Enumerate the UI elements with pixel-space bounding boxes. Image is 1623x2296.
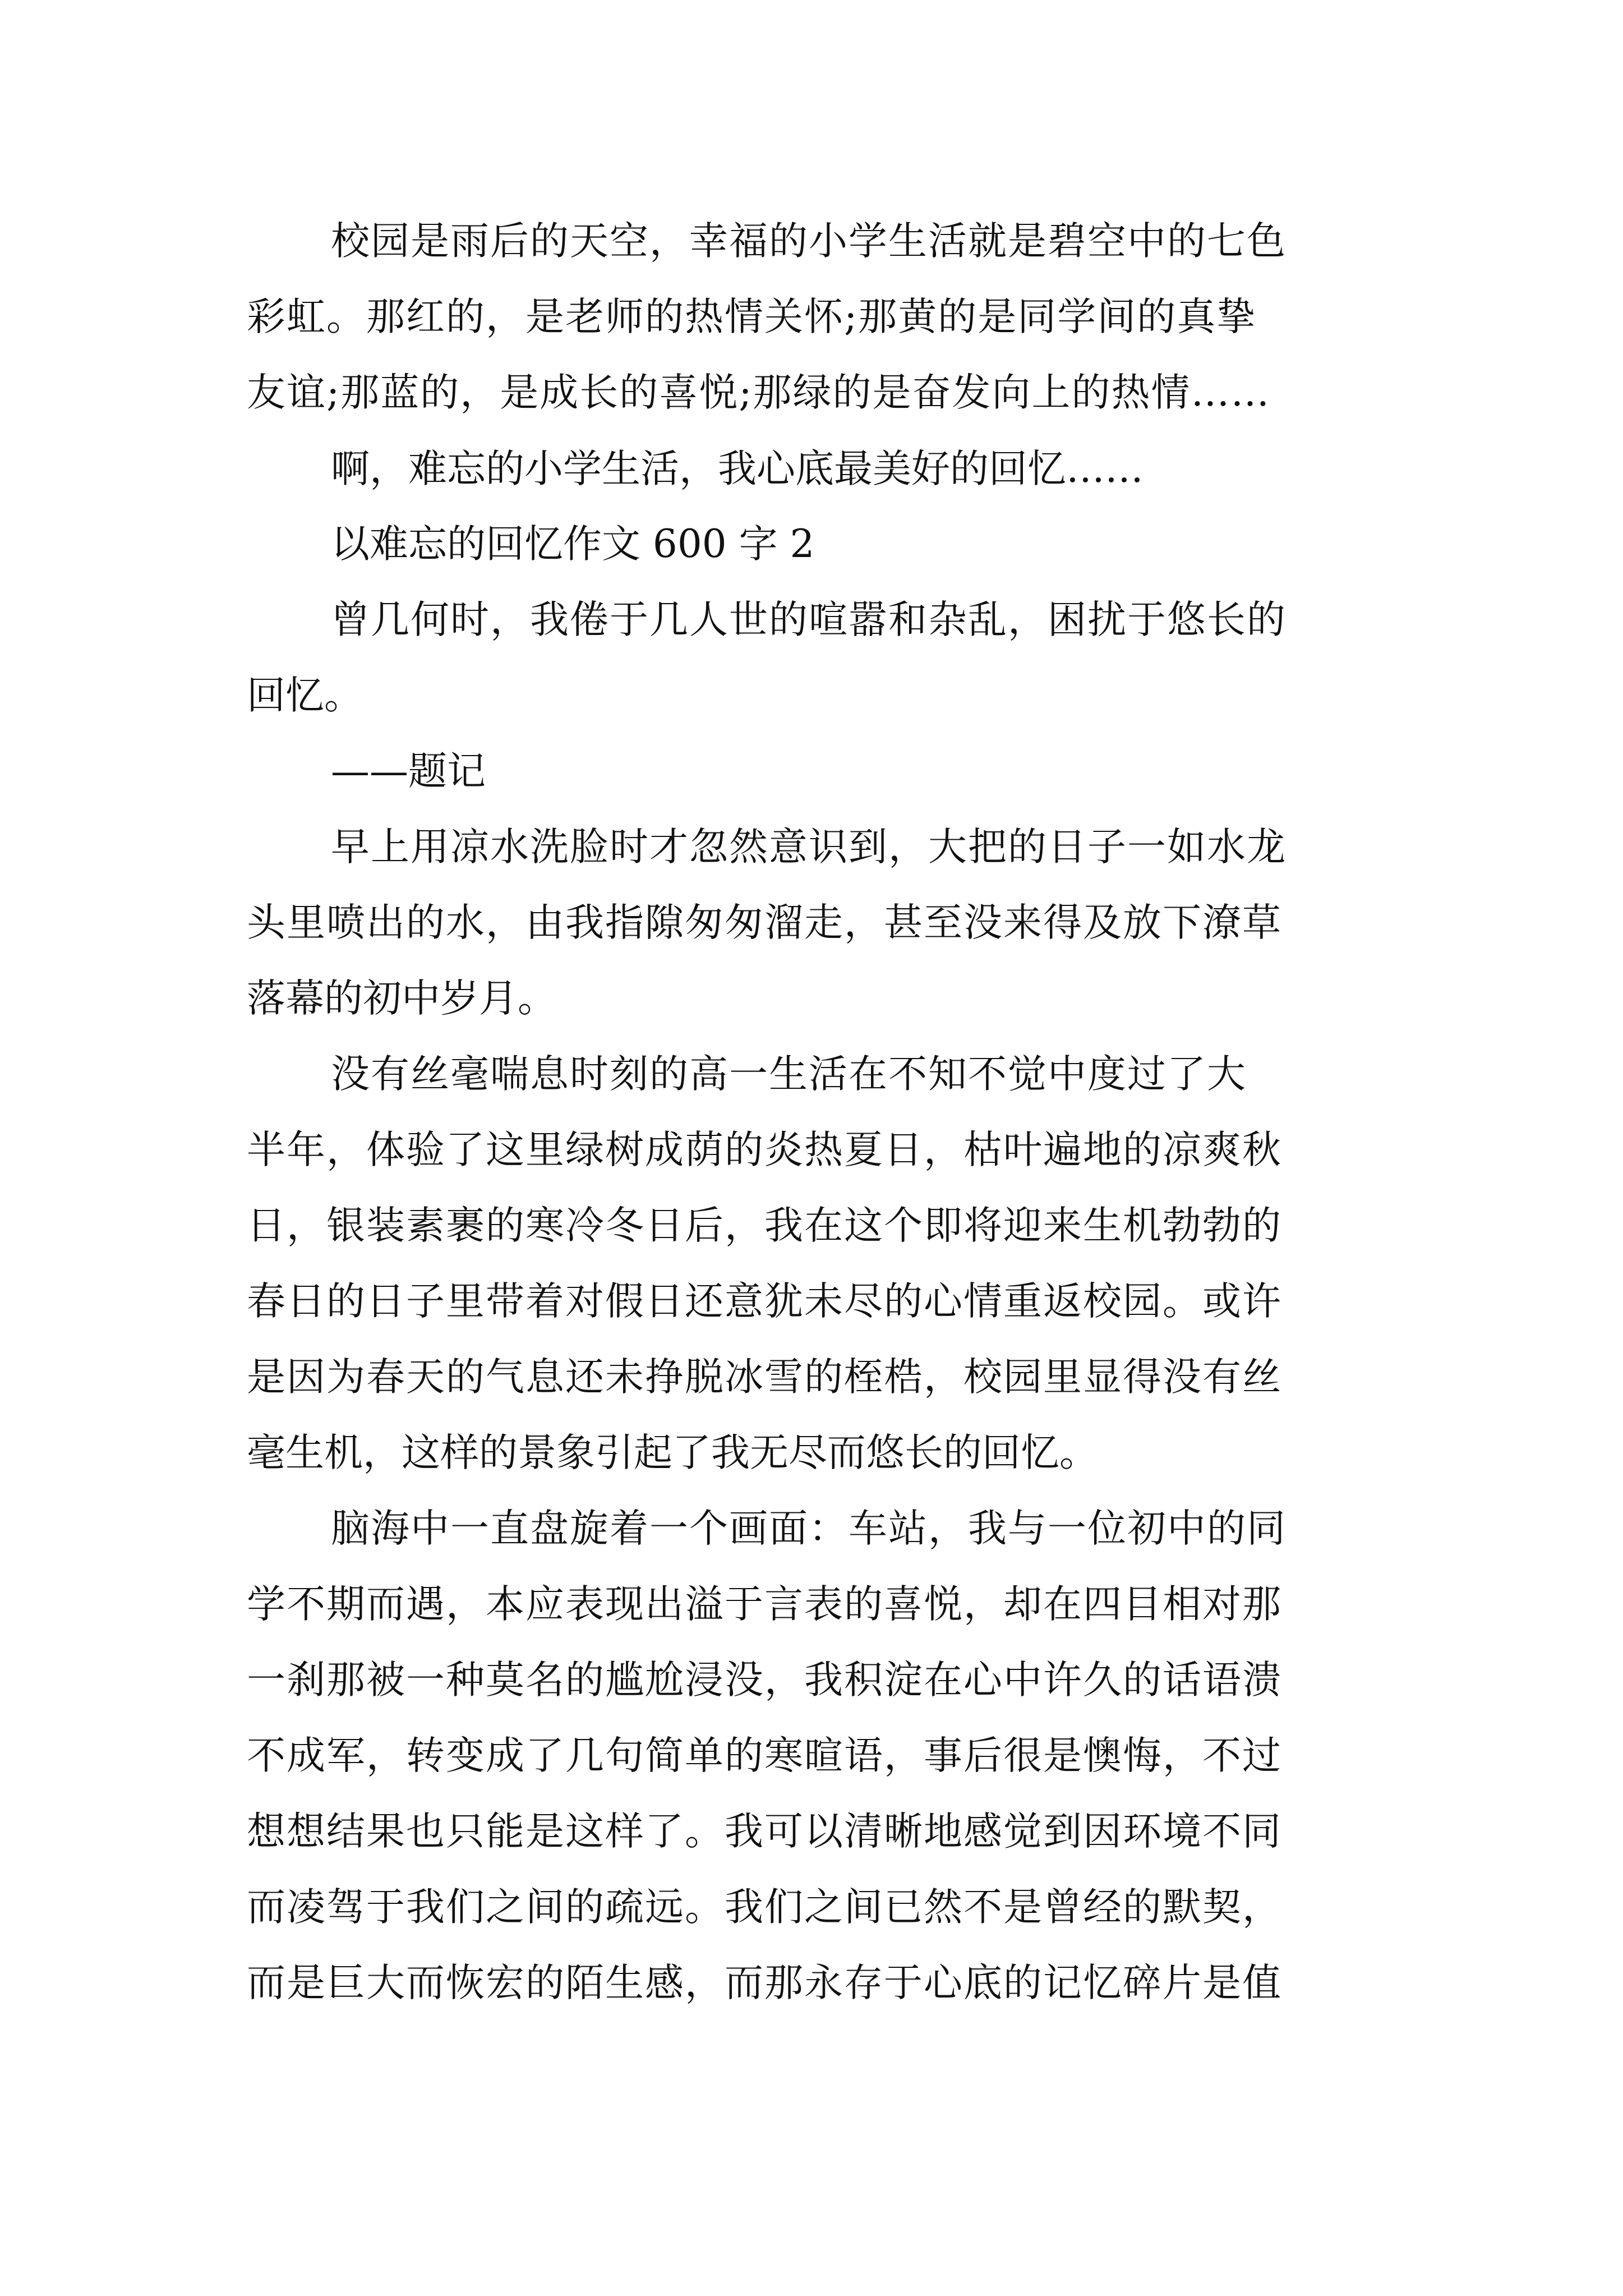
- text-line: 想想结果也只能是这样了。我可以清晰地感觉到因环境不同: [247, 1809, 1282, 1854]
- text-line: 学不期而遇，本应表现出溢于言表的喜悦，却在四目相对那: [247, 1582, 1282, 1627]
- text-line: 早上用凉水洗脸时才忽然意识到，大把的日子一如水龙: [331, 825, 1287, 869]
- text-line: 春日的日子里带着对假日还意犹未尽的心情重返校园。或许: [247, 1279, 1282, 1324]
- text-line: 曾几何时，我倦于几人世的喧嚣和杂乱，困扰于悠长的: [331, 597, 1287, 642]
- text-line: 没有丝毫喘息时刻的高一生活在不知不觉中度过了大: [331, 1052, 1247, 1097]
- text-line: 啊，难忘的小学生活，我心底最美好的回忆……: [331, 447, 1144, 491]
- text-line: 不成军，转变成了几句简单的寒暄语，事后很是懊悔，不过: [247, 1733, 1282, 1778]
- epigraph-attribution: ——题记: [331, 749, 486, 794]
- text-line: 而是巨大而恢宏的陌生感，而那永存于心底的记忆碎片是值: [247, 1961, 1282, 2005]
- text-line: 落幕的初中岁月。: [247, 976, 556, 1021]
- text-line: 半年，体验了这里绿树成荫的炎热夏日，枯叶遍地的凉爽秋: [247, 1128, 1282, 1172]
- text-line: 脑海中一直盘旋着一个画面：车站，我与一位初中的同: [331, 1506, 1287, 1551]
- section-heading: 以难忘的回忆作文 600 字 2: [331, 522, 815, 567]
- text-line: 毫生机，这样的景象引起了我无尽而悠长的回忆。: [247, 1430, 1098, 1475]
- text-line: 友谊;那蓝的，是成长的喜悦;那绿的是奋发向上的热情……: [247, 370, 1271, 415]
- text-line: 彩虹。那红的，是老师的热情关怀;那黄的是同学间的真挚: [247, 295, 1257, 339]
- text-line: 日，银装素裹的寒冷冬日后，我在这个即将迎来生机勃勃的: [247, 1203, 1282, 1248]
- text-line: 一刹那被一种莫名的尴尬浸没，我积淀在心中许久的话语溃: [247, 1658, 1282, 1703]
- text-line: 是因为春天的气息还未挣脱冰雪的桎梏，校园里显得没有丝: [247, 1355, 1282, 1400]
- text-line: 头里喷出的水，由我指隙匆匆溜走，甚至没来得及放下潦草: [247, 900, 1282, 945]
- text-line: 校园是雨后的天空，幸福的小学生活就是碧空中的七色: [331, 219, 1287, 264]
- text-line: 回忆。: [247, 673, 363, 718]
- text-line: 而凌驾于我们之间的疏远。我们之间已然不是曾经的默契，: [247, 1885, 1282, 1930]
